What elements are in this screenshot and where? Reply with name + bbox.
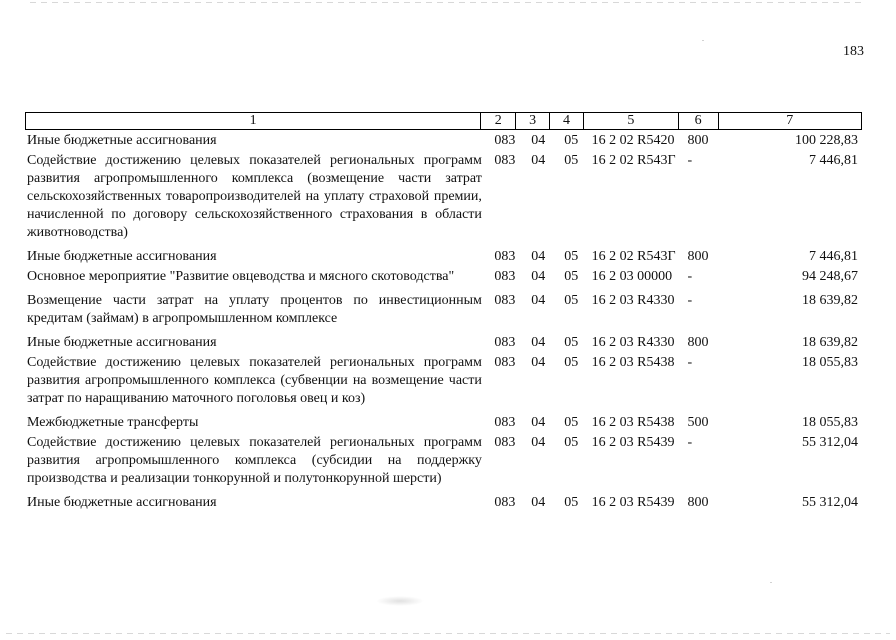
row-ministry-code: 083 [494,495,516,510]
scan-speck [770,582,772,583]
row-target-article: 16 2 03 R5438 [591,355,675,370]
row-name: Возмещение части затрат на уплату процентов по инвестиционным кредитам (займам) в агропромышленном комплексе [27,293,482,326]
table-header [25,112,862,130]
table-row [25,334,862,352]
row-amount: 100 228,83 [795,133,859,148]
row-ministry-code: 083 [494,269,516,284]
row-name: Иные бюджетные ассигнования [27,335,217,350]
row-target-article: 16 2 03 R5439 [591,435,675,450]
table-row [25,152,862,242]
row-section: 04 [531,269,546,284]
row-expense-type: 800 [687,133,709,148]
row-expense-type: - [687,293,693,308]
row-subsection: 05 [564,153,579,168]
row-ministry-code: 083 [494,133,516,148]
row-section: 04 [531,415,546,430]
row-target-article: 16 2 02 R543Г [591,249,676,264]
table-row [25,414,862,432]
row-expense-type: 800 [687,495,709,510]
page-number: 183 [843,44,864,59]
header-col-2: 2 [480,113,515,129]
row-section: 04 [531,133,546,148]
row-subsection: 05 [564,415,579,430]
row-expense-type: - [687,269,693,284]
row-section: 04 [531,153,546,168]
row-amount: 18 055,83 [802,415,859,430]
table-row [25,132,862,150]
row-name: Содействие достижению целевых показателей региональных программ развития агропромышленного комплекса (возмещение части затрат сельскохозяйственных товаропроизводителей на уплату страховой премии, начисленной по договору сельскохозяйственного страхования в области животноводства) [27,153,482,240]
table-row [25,354,862,408]
row-ministry-code: 083 [494,293,516,308]
row-section: 04 [531,293,546,308]
header-col-6: 6 [678,113,718,129]
row-target-article: 16 2 03 R4330 [591,293,675,308]
row-name: Содействие достижению целевых показателей региональных программ развития агропромышленного комплекса (субвенции на возмещение части затрат по наращиванию маточного поголовья овец и коз) [27,355,482,406]
row-ministry-code: 083 [494,415,516,430]
row-amount: 18 055,83 [802,355,859,370]
row-name: Основное мероприятие "Развитие овцеводства и мясного скотоводства" [27,269,455,284]
row-target-article: 16 2 03 00000 [591,269,673,284]
header-col-5: 5 [583,113,678,129]
row-target-article: 16 2 02 R5420 [591,133,675,148]
row-expense-type: - [687,355,693,370]
row-target-article: 16 2 02 R543Г [591,153,676,168]
table-row [25,494,862,512]
row-subsection: 05 [564,435,579,450]
row-subsection: 05 [564,355,579,370]
row-section: 04 [531,335,546,350]
row-subsection: 05 [564,293,579,308]
row-subsection: 05 [564,495,579,510]
row-amount: 7 446,81 [809,249,859,264]
row-target-article: 16 2 03 R5439 [591,495,675,510]
row-name: Иные бюджетные ассигнования [27,495,217,510]
table-row [25,268,862,286]
scan-artifact-top [30,2,866,3]
row-ministry-code: 083 [494,435,516,450]
row-name: Иные бюджетные ассигнования [27,249,217,264]
row-amount: 7 446,81 [809,153,859,168]
table-row [25,248,862,266]
row-name: Межбюджетные трансферты [27,415,199,430]
row-target-article: 16 2 03 R4330 [591,335,675,350]
row-subsection: 05 [564,269,579,284]
row-amount: 18 639,82 [802,293,859,308]
row-expense-type: - [687,153,693,168]
scan-smudge [376,596,424,606]
row-name: Иные бюджетные ассигнования [27,133,217,148]
row-section: 04 [531,495,546,510]
row-amount: 55 312,04 [802,495,859,510]
row-amount: 55 312,04 [802,435,859,450]
row-subsection: 05 [564,249,579,264]
row-amount: 18 639,82 [802,335,859,350]
row-amount: 94 248,67 [802,269,859,284]
table-row [25,292,862,328]
row-expense-type: 800 [687,335,709,350]
row-expense-type: 800 [687,249,709,264]
row-expense-type: 500 [687,415,709,430]
scan-speck [702,40,704,41]
row-ministry-code: 083 [494,335,516,350]
header-col-3: 3 [515,113,549,129]
header-col-4: 4 [549,113,583,129]
row-expense-type: - [687,435,693,450]
row-section: 04 [531,355,546,370]
header-col-1: 1 [249,113,257,128]
row-target-article: 16 2 03 R5438 [591,415,675,430]
row-subsection: 05 [564,335,579,350]
row-section: 04 [531,435,546,450]
row-name: Содействие достижению целевых показателей региональных программ развития агропромышленного комплекса (субсидии на поддержку производства и реализации тонкорунной и полутонкорунной шерсти) [27,435,482,486]
row-section: 04 [531,249,546,264]
scan-artifact-bottom [6,633,890,634]
table-row [25,434,862,488]
row-ministry-code: 083 [494,355,516,370]
row-ministry-code: 083 [494,249,516,264]
row-subsection: 05 [564,133,579,148]
header-col-7: 7 [718,113,861,129]
budget-table [25,112,862,512]
row-ministry-code: 083 [494,153,516,168]
